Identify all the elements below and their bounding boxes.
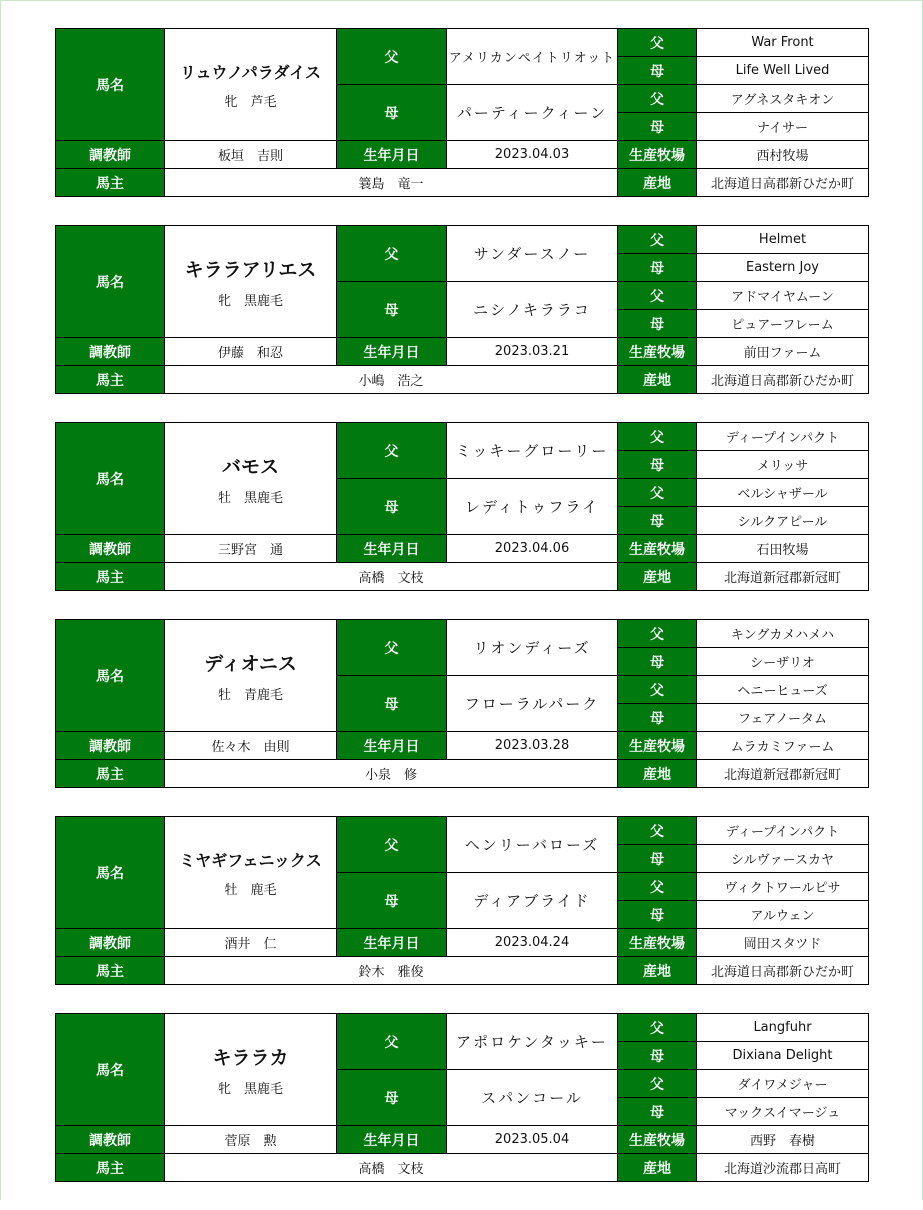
page-border-left [0, 0, 1, 1200]
horse-name: ミヤギフェニックス [179, 850, 322, 870]
sire-sire-name: Langfuhr [697, 1014, 869, 1042]
dam-dam-label: 母 [618, 1098, 697, 1126]
dam-label: 母 [337, 1070, 447, 1126]
horse-sex-color: 牝 黒鹿毛 [217, 293, 283, 309]
name-label: 馬名 [56, 29, 165, 141]
dam-label: 母 [337, 873, 447, 929]
owner-name: 高橋 文枝 [165, 1154, 618, 1182]
dam-dam-name: アルウェン [697, 901, 869, 929]
breeder-name: 西村牧場 [697, 141, 869, 169]
trainer-label: 調教師 [56, 929, 165, 957]
breeder-name: 石田牧場 [697, 535, 869, 563]
origin-value: 北海道沙流郡日高町 [697, 1154, 869, 1182]
dam-dam-label: 母 [618, 704, 697, 732]
breeder-name: 西野 春樹 [697, 1126, 869, 1154]
horse-sex-color: 牝 芦毛 [224, 94, 277, 110]
dam-name: スパンコール [447, 1070, 618, 1126]
dam-dam-label: 母 [618, 507, 697, 535]
name-label: 馬名 [56, 620, 165, 732]
horse-name-cell [165, 226, 337, 338]
sire-sire-label: 父 [618, 29, 697, 57]
birthdate-value: 2023.05.04 [447, 1126, 618, 1154]
sire-dam-label: 母 [618, 451, 697, 479]
horse-table [55, 619, 869, 788]
sire-dam-name: Eastern Joy [697, 254, 869, 282]
sire-sire-label: 父 [618, 423, 697, 451]
horse-name-cell [165, 817, 337, 929]
dam-dam-name: ピュアーフレーム [697, 310, 869, 338]
horse-name: キララアリエス [184, 258, 317, 281]
breeder-label: 生産牧場 [618, 929, 697, 957]
owner-name: 簔島 竜一 [165, 169, 618, 197]
breeder-label: 生産牧場 [618, 338, 697, 366]
dam-sire-label: 父 [618, 676, 697, 704]
owner-name: 高橋 文枝 [165, 563, 618, 591]
sire-dam-name: Dixiana Delight [697, 1042, 869, 1070]
owner-name: 小嶋 浩之 [165, 366, 618, 394]
origin-value: 北海道日高郡新ひだか町 [697, 957, 869, 985]
sire-name: ミッキーグローリー [447, 423, 618, 479]
dam-sire-name: ダイワメジャー [697, 1070, 869, 1098]
owner-label: 馬主 [56, 957, 165, 985]
dam-sire-name: アグネスタキオン [697, 85, 869, 113]
name-label: 馬名 [56, 226, 165, 338]
birthdate-value: 2023.04.24 [447, 929, 618, 957]
birthdate-label: 生年月日 [337, 732, 447, 760]
dam-name: ディアブライド [447, 873, 618, 929]
sire-label: 父 [337, 29, 447, 85]
breeder-name: 岡田スタツド [697, 929, 869, 957]
owner-name: 小泉 修 [165, 760, 618, 788]
name-label: 馬名 [56, 1014, 165, 1126]
breeder-label: 生産牧場 [618, 535, 697, 563]
sire-label: 父 [337, 817, 447, 873]
breeder-label: 生産牧場 [618, 1126, 697, 1154]
horse-name-cell [165, 620, 337, 732]
origin-value: 北海道日高郡新ひだか町 [697, 366, 869, 394]
sire-sire-label: 父 [618, 1014, 697, 1042]
dam-sire-name: ベルシャザール [697, 479, 869, 507]
birthdate-label: 生年月日 [337, 338, 447, 366]
sire-name: アポロケンタッキー [447, 1014, 618, 1070]
sire-sire-name: ディープインパクト [697, 817, 869, 845]
sire-dam-label: 母 [618, 1042, 697, 1070]
dam-sire-label: 父 [618, 1070, 697, 1098]
owner-label: 馬主 [56, 1154, 165, 1182]
sire-name: ヘンリーバローズ [447, 817, 618, 873]
horse-name-cell [165, 29, 337, 141]
origin-label: 産地 [618, 1154, 697, 1182]
dam-sire-label: 父 [618, 282, 697, 310]
trainer-label: 調教師 [56, 338, 165, 366]
sire-dam-label: 母 [618, 57, 697, 85]
dam-dam-name: マックスイマージュ [697, 1098, 869, 1126]
sire-label: 父 [337, 620, 447, 676]
sire-dam-name: メリッサ [697, 451, 869, 479]
dam-name: フローラルパーク [447, 676, 618, 732]
dam-dam-name: シルクアピール [697, 507, 869, 535]
dam-dam-label: 母 [618, 310, 697, 338]
origin-label: 産地 [618, 563, 697, 591]
sire-sire-name: War Front [697, 29, 869, 57]
sire-dam-name: Life Well Lived [697, 57, 869, 85]
dam-sire-name: ヘニーヒューズ [697, 676, 869, 704]
birthdate-label: 生年月日 [337, 141, 447, 169]
origin-label: 産地 [618, 760, 697, 788]
horse-name: キララカ [212, 1046, 289, 1069]
trainer-label: 調教師 [56, 732, 165, 760]
dam-sire-label: 父 [618, 85, 697, 113]
horse-sex-color: 牡 鹿毛 [224, 882, 277, 898]
dam-sire-label: 父 [618, 873, 697, 901]
trainer-name: 板垣 吉則 [165, 141, 337, 169]
sire-name: アメリカンペイトリオット [447, 29, 618, 85]
sire-dam-label: 母 [618, 254, 697, 282]
sire-label: 父 [337, 423, 447, 479]
trainer-label: 調教師 [56, 141, 165, 169]
owner-name: 鈴木 雅俊 [165, 957, 618, 985]
sire-dam-label: 母 [618, 648, 697, 676]
breeder-name: 前田ファーム [697, 338, 869, 366]
sire-sire-name: ディープインパクト [697, 423, 869, 451]
horse-name: バモス [221, 455, 279, 478]
dam-sire-label: 父 [618, 479, 697, 507]
trainer-name: 三野宮 通 [165, 535, 337, 563]
horse-name-cell [165, 1014, 337, 1126]
owner-label: 馬主 [56, 169, 165, 197]
dam-label: 母 [337, 676, 447, 732]
birthdate-label: 生年月日 [337, 1126, 447, 1154]
horse-table [55, 816, 869, 985]
horse-sex-color: 牡 黒鹿毛 [217, 490, 283, 506]
birthdate-label: 生年月日 [337, 535, 447, 563]
birthdate-label: 生年月日 [337, 929, 447, 957]
birthdate-value: 2023.03.21 [447, 338, 618, 366]
breeder-label: 生産牧場 [618, 732, 697, 760]
birthdate-value: 2023.03.28 [447, 732, 618, 760]
horse-profile-sheet [55, 28, 868, 1210]
dam-dam-name: ナイサー [697, 113, 869, 141]
sire-name: リオンディーズ [447, 620, 618, 676]
horse-table [55, 28, 869, 197]
sire-sire-label: 父 [618, 620, 697, 648]
sire-sire-label: 父 [618, 817, 697, 845]
horse-name: リュウノパラダイス [179, 62, 322, 82]
origin-label: 産地 [618, 366, 697, 394]
origin-value: 北海道新冠郡新冠町 [697, 760, 869, 788]
birthdate-value: 2023.04.03 [447, 141, 618, 169]
sire-sire-name: Helmet [697, 226, 869, 254]
dam-sire-name: アドマイヤムーン [697, 282, 869, 310]
dam-dam-label: 母 [618, 901, 697, 929]
breeder-label: 生産牧場 [618, 141, 697, 169]
horse-table [55, 1013, 869, 1182]
trainer-name: 佐々木 由則 [165, 732, 337, 760]
dam-label: 母 [337, 479, 447, 535]
sire-dam-label: 母 [618, 845, 697, 873]
dam-dam-label: 母 [618, 113, 697, 141]
birthdate-value: 2023.04.06 [447, 535, 618, 563]
breeder-name: ムラカミファーム [697, 732, 869, 760]
origin-value: 北海道日高郡新ひだか町 [697, 169, 869, 197]
sire-label: 父 [337, 226, 447, 282]
horse-sex-color: 牝 黒鹿毛 [217, 1081, 283, 1097]
dam-name: ニシノキララコ [447, 282, 618, 338]
horse-table [55, 225, 869, 394]
sire-dam-name: シーザリオ [697, 648, 869, 676]
owner-label: 馬主 [56, 563, 165, 591]
origin-label: 産地 [618, 957, 697, 985]
trainer-name: 菅原 勲 [165, 1126, 337, 1154]
dam-label: 母 [337, 85, 447, 141]
sire-dam-name: シルヴァースカヤ [697, 845, 869, 873]
horse-table [55, 422, 869, 591]
owner-label: 馬主 [56, 760, 165, 788]
sire-label: 父 [337, 1014, 447, 1070]
trainer-name: 伊藤 和忍 [165, 338, 337, 366]
sire-sire-label: 父 [618, 226, 697, 254]
trainer-label: 調教師 [56, 535, 165, 563]
dam-dam-name: フェアノータム [697, 704, 869, 732]
sire-sire-name: キングカメハメハ [697, 620, 869, 648]
dam-name: レディトゥフライ [447, 479, 618, 535]
page-border-top [0, 0, 923, 1]
trainer-name: 酒井 仁 [165, 929, 337, 957]
horse-sex-color: 牡 青鹿毛 [217, 687, 283, 703]
origin-label: 産地 [618, 169, 697, 197]
horse-name-cell [165, 423, 337, 535]
dam-label: 母 [337, 282, 447, 338]
name-label: 馬名 [56, 817, 165, 929]
trainer-label: 調教師 [56, 1126, 165, 1154]
dam-name: パーティークィーン [447, 85, 618, 141]
origin-value: 北海道新冠郡新冠町 [697, 563, 869, 591]
owner-label: 馬主 [56, 366, 165, 394]
name-label: 馬名 [56, 423, 165, 535]
horse-name: ディオニス [204, 652, 297, 675]
dam-sire-name: ヴィクトワールピサ [697, 873, 869, 901]
sire-name: サンダースノー [447, 226, 618, 282]
